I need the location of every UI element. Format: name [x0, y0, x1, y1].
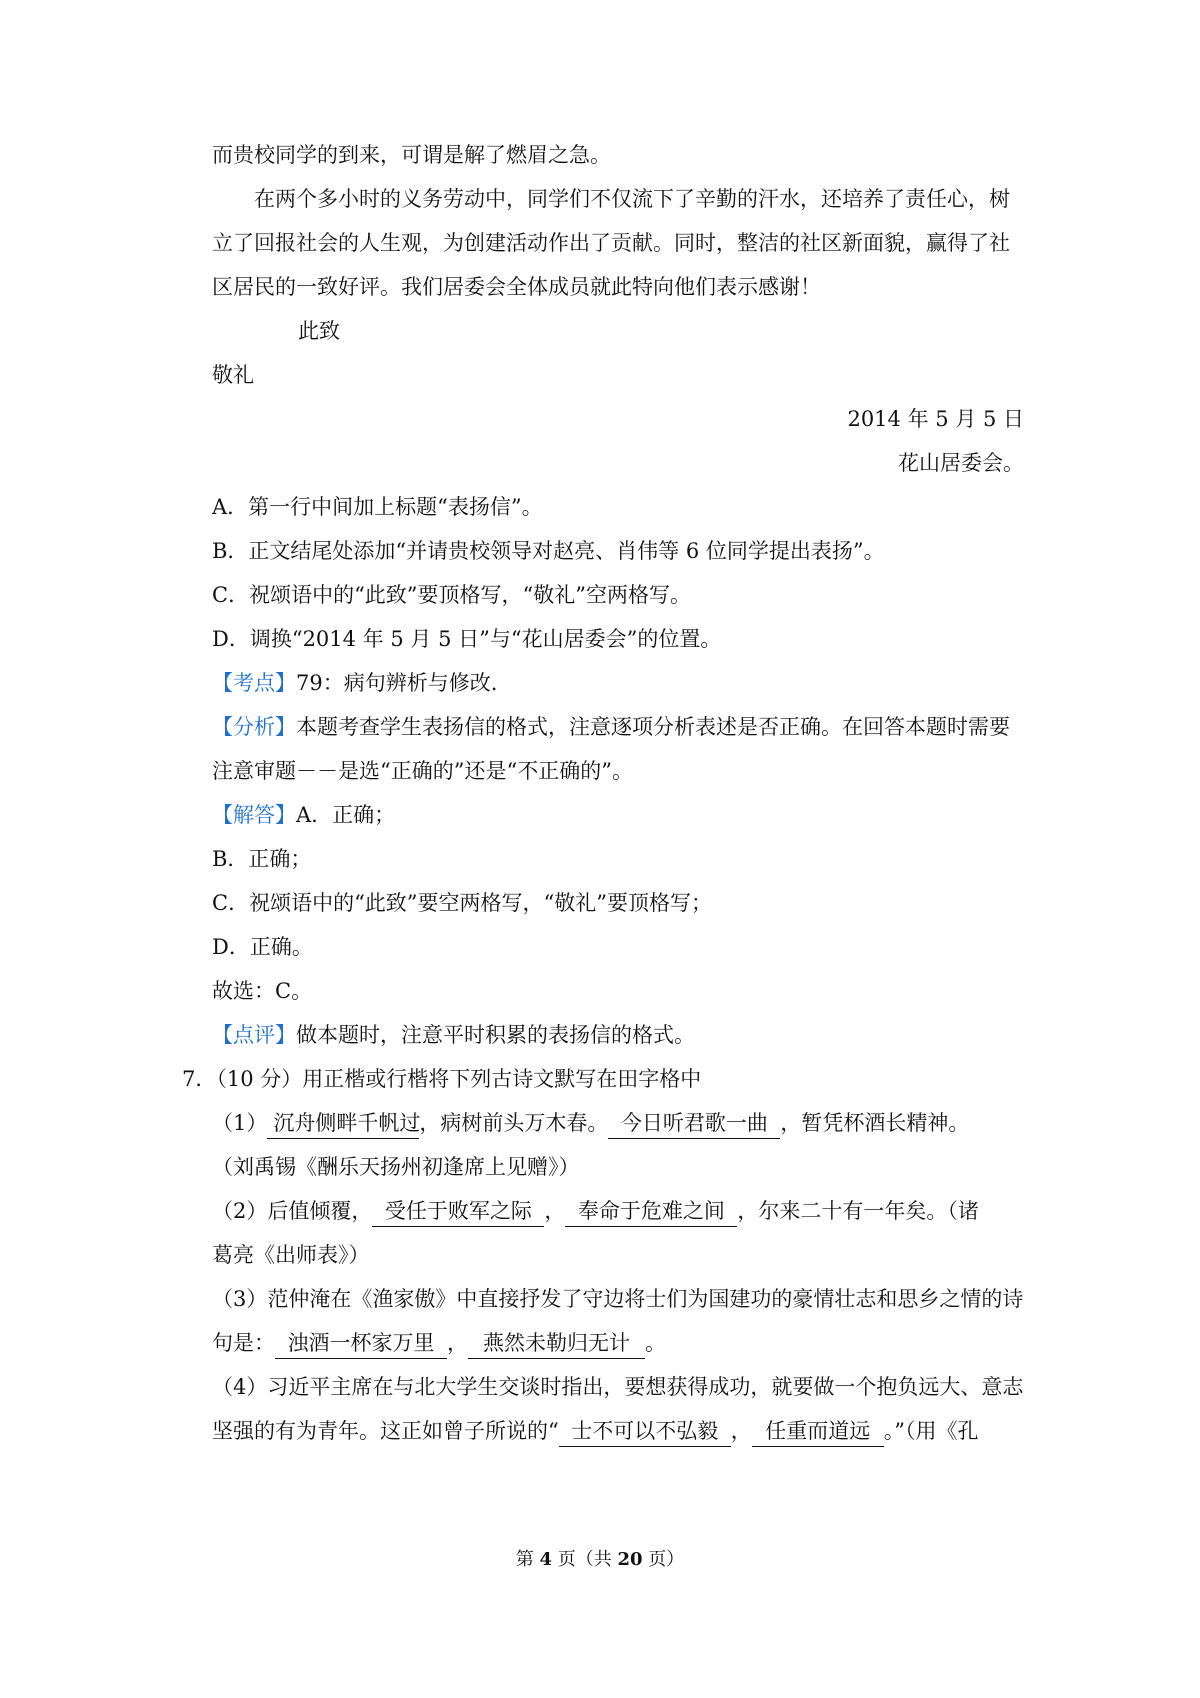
jieda-tag: 【解答】: [212, 803, 296, 827]
page-footer: [0, 1548, 1200, 1572]
q7-sub4-blank1: 士不可以不弘毅: [559, 1416, 731, 1447]
footer-post: 页）: [642, 1549, 685, 1570]
q7-sub1-source: （刘禹锡《酬乐天扬州初逢席上见赠》）: [212, 1155, 580, 1179]
dianping-text: 做本题时，注意平时积累的表扬信的格式。: [296, 1023, 695, 1047]
q7-sub1-end: ，暂凭杯酒长精神。: [780, 1111, 970, 1135]
footer-page-number: 4: [539, 1549, 552, 1570]
q7-sub3-sep: ，: [447, 1331, 468, 1355]
q7-sub2-sep: ，: [544, 1199, 566, 1223]
question-7-title: 7．（10 分）用正楷或行楷将下列古诗文默写在田字格中: [182, 1067, 702, 1091]
kaodian-text: 79：病句辨析与修改.: [296, 671, 498, 695]
q7-sub2-num: （2）后值倾覆，: [212, 1199, 373, 1223]
q7-sub2-blank2: 奉命于危难之间: [565, 1196, 737, 1227]
jieda-section: [212, 792, 1024, 838]
fenxi-line: 注意审题－－是选“正确的”还是“不正确的”。: [212, 759, 633, 783]
q7-sub3-line1: （3）范仲淹在《渔家傲》中直接抒发了守边将士们为国建功的豪情壮志和思乡之情的诗: [212, 1287, 1024, 1311]
q7-sub1-num: （1）: [212, 1111, 268, 1135]
q7-sub3-blank1: 浊酒一杯家万里: [275, 1328, 447, 1359]
q7-sub3-pre: 句是：: [212, 1331, 275, 1355]
fenxi-tag: 【分析】: [212, 715, 296, 739]
q7-sub1-blank2: 今日听君歌一曲: [608, 1108, 780, 1139]
jieda-a: A．正确；: [296, 803, 396, 827]
jieda-c: C．祝颂语中的“此致”要空两格写，“敬礼”要顶格写；: [212, 891, 713, 915]
jieda-answer: 故选：C。: [212, 979, 313, 1003]
q7-sub2-line2: 葛亮《出师表》）: [212, 1243, 370, 1267]
q7-sub4-end: 。”（用《孔: [883, 1419, 979, 1443]
footer-total-pages: 20: [617, 1549, 643, 1570]
jieda-b: B．正确；: [212, 847, 312, 871]
footer-mid: 页（共: [552, 1549, 618, 1570]
letter-date: 2014 年 5 月 5 日: [847, 407, 1024, 431]
option-c: C．祝颂语中的“此致”要顶格写，“敬礼”空两格写。: [212, 583, 692, 607]
q7-sub2-end: ，尔来二十有一年矣。（诸: [737, 1199, 979, 1223]
q7-sub1-mid: ，病树前头万木春。: [419, 1111, 609, 1135]
kaodian-tag: 【考点】: [212, 671, 296, 695]
fenxi-section: [212, 704, 1024, 750]
q7-sub1-blank1: 沉舟侧畔千帆过: [267, 1108, 419, 1139]
q7-sub4-line1: （4）习近平主席在与北大学生交谈时指出，要想获得成功，就要做一个抱负远大、意志: [212, 1375, 1024, 1399]
q7-sub4-line2: [212, 1408, 1024, 1454]
dianping-tag: 【点评】: [212, 1023, 296, 1047]
option-d: D．调换“2014 年 5 月 5 日”与“花山居委会”的位置。: [212, 627, 722, 651]
kaodian-section: [212, 660, 1024, 706]
letter-closing-cizhi: 此致: [298, 319, 340, 343]
q7-sub3-line2: [212, 1320, 1024, 1366]
letter-paragraph-line: 区居民的一致好评。我们居委会全体成员就此特向他们表示感谢！: [212, 275, 821, 299]
jieda-d: D．正确。: [212, 935, 313, 959]
letter-signature: 花山居委会。: [898, 451, 1024, 475]
q7-sub4-pre: 坚强的有为青年。这正如曾子所说的“: [212, 1419, 559, 1443]
q7-sub2: [212, 1188, 1024, 1234]
option-a: A．第一行中间加上标题“表扬信”。: [212, 495, 543, 519]
fenxi-text: 本题考查学生表扬信的格式，注意逐项分析表述是否正确。在回答本题时需要: [296, 715, 1010, 739]
letter-closing-jingli: 敬礼: [212, 363, 254, 387]
dianping-section: [212, 1012, 1024, 1058]
letter-paragraph-line: 在两个多小时的义务劳动中，同学们不仅流下了辛勤的汗水，还培养了责任心，树: [254, 187, 1010, 211]
letter-paragraph-line: 立了回报社会的人生观，为创建活动作出了贡献。同时，整洁的社区新面貌，赢得了社: [212, 231, 1010, 255]
q7-sub4-sep: ，: [730, 1419, 752, 1443]
q7-sub2-blank1: 受任于败军之际: [372, 1196, 544, 1227]
option-b: B．正文结尾处添加“并请贵校领导对赵亮、肖伟等 6 位同学提出表扬”。: [212, 539, 885, 563]
q7-sub4-blank2: 任重而道远: [752, 1416, 884, 1447]
q7-sub3-end: 。: [645, 1331, 666, 1355]
footer-pre: 第: [515, 1549, 540, 1570]
q7-sub1: [212, 1100, 1024, 1146]
q7-sub3-blank2: 燕然未勒归无计: [468, 1328, 645, 1359]
letter-line: 而贵校同学的到来，可谓是解了燃眉之急。: [212, 143, 611, 167]
